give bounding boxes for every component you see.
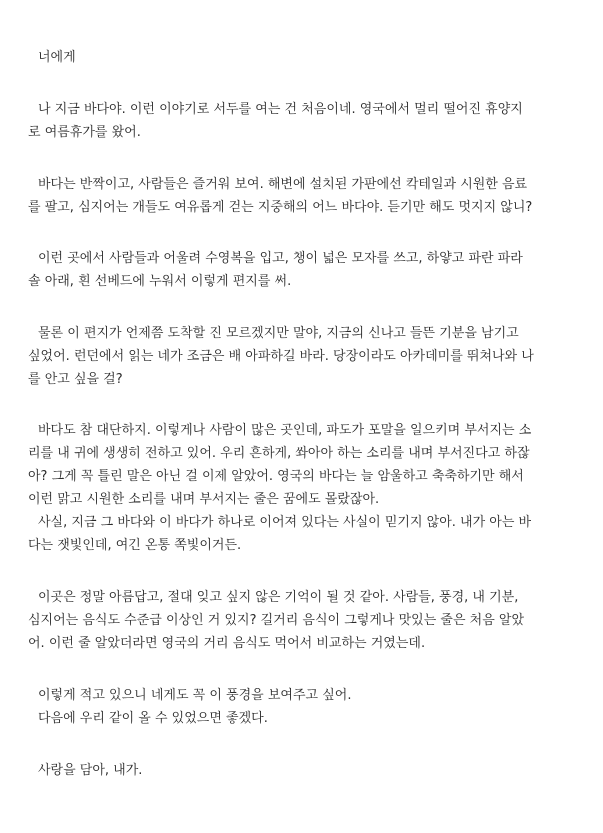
paragraph-line: 심지어는 음식도 수준급 이상인 거 있지? 길거리 음식이 그렇게나 맛있는 줄은 처음 알았 (28, 613, 525, 628)
paragraph-line: 를 안고 싶을 걸? (28, 372, 123, 387)
paragraph-line: 이런 맑고 시원한 소리를 내며 부서지는 줄은 꿈에도 몰랐잖아. (28, 492, 380, 507)
paragraph-line: 이렇게 적고 있으니 네게도 꼭 이 풍경을 보여주고 싶어. (38, 688, 352, 703)
paragraph-line: 사실, 지금 그 바다와 이 바다가 하나로 이어져 있다는 사실이 믿기지 않아. 내가 아는 바 (38, 515, 532, 530)
paragraph-line: 아? 그게 꼭 틀린 말은 아닌 걸 이제 알았어. 영국의 바다는 늘 암울하고 축축하기만 해서 (28, 469, 524, 484)
paragraph-line: 나 지금 바다야. 이런 이야기로 서두를 여는 건 처음이네. 영국에서 멀리 떨어진 휴양지 (38, 102, 523, 117)
paragraph-line: 바다도 참 대단하지. 이렇게나 사람이 많은 곳인데, 파도가 포말을 일으키며 부서지는 소 (38, 423, 532, 438)
paragraph-line: 리를 내 귀에 생생히 전하고 있어. 우리 흔하게, 쏴아아 하는 소리를 내며 부서진다고 하잖 (28, 446, 530, 461)
greeting: 너에게 (38, 50, 76, 65)
paragraph-line: 다음에 우리 같이 올 수 있었으면 좋겠다. (38, 711, 268, 726)
paragraph-line: 솔 아래, 흰 선베드에 누워서 이렇게 편지를 써. (28, 274, 292, 289)
paragraph-line: 싶었어. 런던에서 읽는 네가 조금은 배 아파하길 바라. 당장이라도 아카데미를 뛰쳐나와 나 (28, 349, 534, 364)
paragraph-line: 다는 잿빛인데, 여긴 온통 쪽빛이거든. (28, 538, 242, 553)
closing: 사랑을 담아, 내가. (38, 763, 143, 778)
paragraph-line: 어. 이런 줄 알았더라면 영국의 거리 음식도 먹어서 비교하는 거였는데. (28, 636, 426, 651)
paragraph-line: 이곳은 정말 아름답고, 절대 잊고 싶지 않은 기억이 될 것 같아. 사람들, 풍경, 내 기분, (38, 590, 519, 605)
paragraph-line: 바다는 반짝이고, 사람들은 즐거워 보여. 해변에 설치된 가판에선 칵테일과 시원한 음료 (38, 177, 528, 192)
paragraph-line: 물론 이 편지가 언제쯤 도착할 진 모르겠지만 말야, 지금의 신나고 들뜬 기분을 남기고 (38, 326, 519, 341)
paragraph-line: 로 여름휴가를 왔어. (28, 125, 141, 140)
paragraph-line: 를 팔고, 심지어는 개들도 여유롭게 걷는 지중해의 어느 바다야. 듣기만 해도 멋지지 않니? (28, 200, 533, 215)
paragraph-line: 이런 곳에서 사람들과 어울려 수영복을 입고, 챙이 넓은 모자를 쓰고, 하얗고 파란 파라 (38, 251, 523, 266)
